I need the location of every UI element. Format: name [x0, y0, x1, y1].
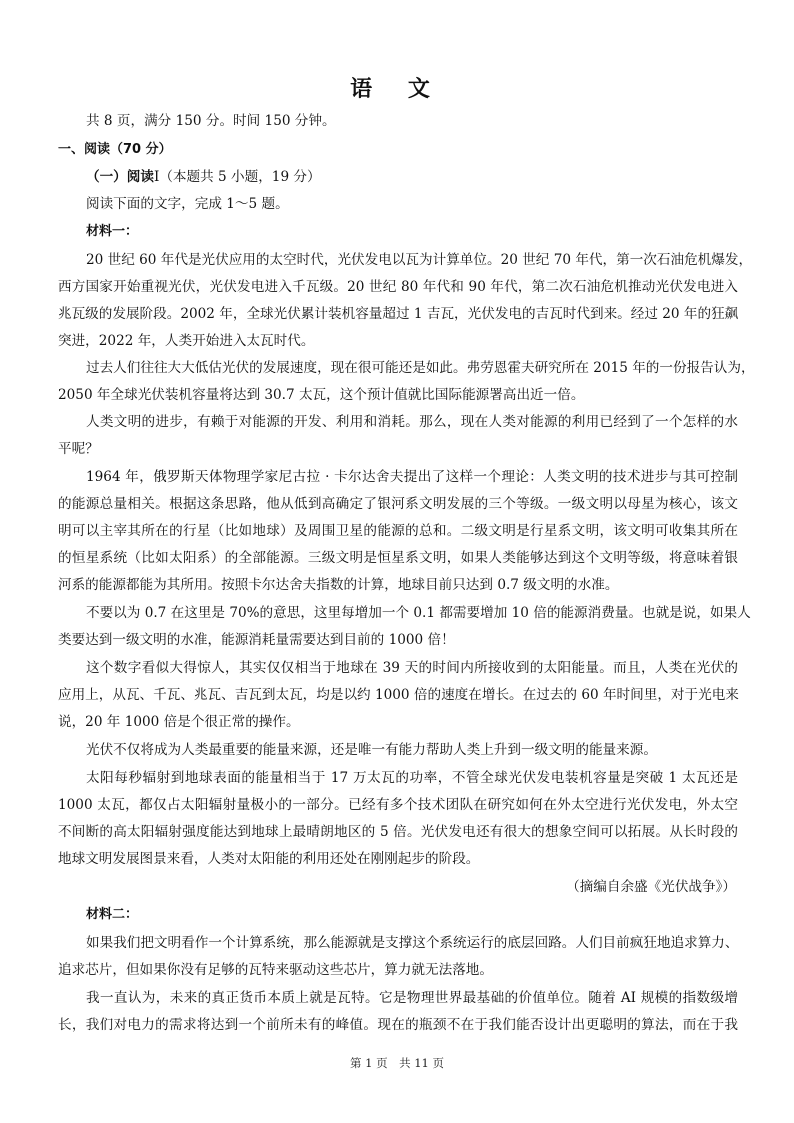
text-line: 明可以主宰其所在的行星（比如地球）及周围卫星的能源的总和。二级文明是行星系文明，该文明可收集其所在	[58, 523, 738, 539]
text-line: 20 世纪 60 年代是光伏应用的太空时代，光伏发电以瓦为计算单位。20 世纪 70 年代，第一次石油危机爆发，	[86, 252, 753, 268]
text-line: 兆瓦级的发展阶段。2002 年，全球光伏累计装机容量超过 1 吉瓦，光伏发电的吉瓦时代到来。经过 20 年的狂飙	[58, 306, 739, 322]
text-line: 1000 太瓦，都仅占太阳辐射量极小的一部分。已经有多个技术团队在研究如何在外太空进行光伏发电，外太空	[58, 797, 738, 813]
text-line: 不间断的高太阳辐射强度能达到地球上最晴朗地区的 5 倍。光伏发电还有很大的想象空间可以拓展。从长时段的	[58, 824, 738, 840]
text-line: 不要以为 0.7 在这里是 70%的意思，这里每增加一个 0.1 都需要增加 10 倍的能源消费量。也就是说，如果人	[86, 605, 751, 621]
text-line: 长，我们对电力的需求将达到一个前所未有的峰值。现在的瓶颈不在于我们能否设计出更聪明的算法，而在于我	[58, 1017, 738, 1033]
material1-heading: 材料一：	[86, 224, 139, 239]
text-line: 说，20 年 1000 倍是个很正常的操作。	[58, 714, 300, 730]
text-line: 这个数字看似大得惊人，其实仅仅相当于地球在 39 天的时间内所接收到的太阳能量。而且，人类在光伏的	[86, 660, 738, 676]
text-line: 西方国家开始重视光伏，光伏发电进入千瓦级。20 世纪 80 年代和 90 年代，第二次石油危机推动光伏发电进入	[58, 279, 738, 295]
text-line: 2050 年全球光伏装机容量将达到 30.7 太瓦，这个预计值就比国际能源署高出近一倍。	[58, 387, 585, 403]
text-line: 平呢？	[58, 441, 99, 457]
text-line: 我一直认为，未来的真正货币本质上就是瓦特。它是物理世界最基础的价值单位。随着 AI 规模的指数级增	[86, 990, 738, 1006]
text-line: 地球文明发展图景来看，人类对太阳能的利用还处在刚刚起步的阶段。	[58, 851, 480, 867]
page-footer: 第 1 页 共 11 页	[349, 1056, 445, 1070]
subsection-heading	[86, 167, 321, 187]
text-line: 过去人们往往大大低估光伏的发展速度，现在很可能还是如此。弗劳恩霍夫研究所在 2015 年的一份报告认为，	[86, 360, 755, 376]
text-line: 如果我们把文明看作一个计算系统，那么能源就是支撑这个系统运行的底层回路。人们目前疯狂地追求算力、	[86, 935, 739, 951]
exam-intro: 共 8 页，满分 150 分。时间 150 分钟。	[86, 113, 336, 129]
text-line: 应用上，从瓦、千瓦、兆瓦、吉瓦到太瓦，均是以约 1000 倍的速度在增长。在过去的 60 年时间里，对于光电来	[58, 687, 739, 703]
section-heading-reading: 一、阅读（70 分）	[58, 142, 172, 157]
text-line: 突进，2022 年，人类开始进入太瓦时代。	[58, 333, 315, 349]
page-title: 语 文	[350, 77, 444, 102]
instruction: 阅读下面的文字，完成 1～5 题。	[86, 196, 289, 212]
material2-heading: 材料二：	[86, 907, 139, 922]
text-line: 追求芯片，但如果你没有足够的瓦特来驱动这些芯片，算力就无法落地。	[58, 962, 493, 978]
text-line: 太阳每秒辐射到地球表面的能量相当于 17 万太瓦的功率，不管全球光伏发电装机容量是突破 1 太瓦还是	[86, 770, 738, 786]
text-line: 类要达到一级文明的水准，能源消耗量需要达到目前的 1000 倍！	[58, 632, 455, 648]
text-line: 的能源总量相关。根据这条思路，他从低到高确定了银河系文明发展的三个等级。一级文明以母星为核心，该文	[58, 496, 738, 512]
text-line: 光伏不仅将成为人类最重要的能量来源，还是唯一有能力帮助人类上升到一级文明的能量来源。	[86, 742, 657, 758]
text-line: 1964 年，俄罗斯天体物理学家尼古拉 · 卡尔达舍夫提出了这样一个理论：人类文明的技术进步与其可控制	[86, 469, 738, 485]
subsection-mark: I	[153, 169, 160, 185]
text-line: 的恒星系统（比如太阳系）的全部能源。三级文明是恒星系文明，如果人类能够达到这个文明等级，将意味着银	[58, 550, 738, 566]
subsection-label: （一）阅读	[86, 169, 154, 185]
text-line: 河系的能源都能为其所用。按照卡尔达舍夫指数的计算，地球目前只达到 0.7 级文明的水准。	[58, 577, 619, 593]
subsection-detail: （本题共 5 小题，19 分）	[159, 169, 321, 185]
text-line: 人类文明的进步，有赖于对能源的开发、利用和消耗。那么，现在人类对能源的利用已经到了一个怎样的水	[86, 414, 738, 430]
material1-source: （摘编自余盛《光伏战争》）	[566, 879, 736, 895]
